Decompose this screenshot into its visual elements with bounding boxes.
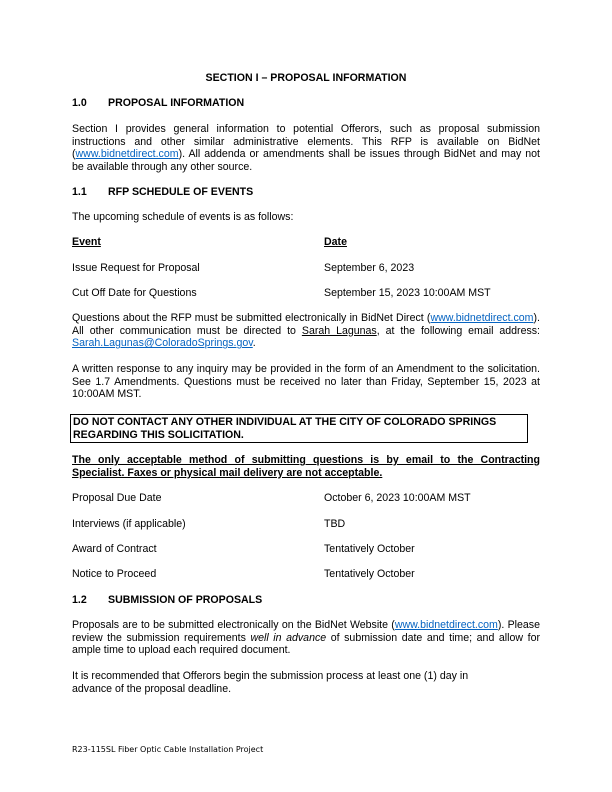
- event-column-header: Event: [72, 236, 101, 248]
- page-footer: R23-115SL Fiber Optic Cable Installation Project: [72, 745, 264, 754]
- submission-text-1: Proposals are to be submitted electronically on the BidNet Website (: [72, 619, 395, 631]
- event-cell: Notice to Proceed: [72, 568, 157, 580]
- date-cell: Tentatively October: [324, 543, 415, 555]
- submission-paragraph: [72, 619, 540, 657]
- event-cell: Cut Off Date for Questions: [72, 287, 197, 299]
- bidnet-link[interactable]: www.bidnetdirect.com: [430, 312, 534, 324]
- intro-text-1: Section I provides general information to potential Offerors, such as proposal submission instructions and other similar administrative elements. This RFP is available on BidNet (: [72, 123, 540, 161]
- date-cell: September 15, 2023 10:00AM MST: [324, 287, 491, 299]
- event-cell: Award of Contract: [72, 543, 157, 555]
- submission-text-3: of submission date and time; and allow for ample time to upload each required document.: [72, 631, 540, 657]
- event-cell: Issue Request for Proposal: [72, 262, 200, 274]
- date-column-header: Date: [324, 236, 347, 248]
- questions-text-1: Questions about the RFP must be submitted electronically in BidNet Direct (: [72, 312, 431, 324]
- heading-1-2: [72, 594, 540, 607]
- heading-title: RFP SCHEDULE OF EVENTS: [108, 186, 254, 198]
- recommend-paragraph: It is recommended that Offerors begin the submission process at least one (1) day in advance of the proposal deadline.: [72, 670, 469, 695]
- questions-text-2: ). All other communication must be directed to: [72, 312, 540, 337]
- bidnet-link[interactable]: www.bidnetdirect.com: [394, 619, 498, 631]
- heading-number: 1.0: [72, 97, 87, 109]
- heading-1-1: [72, 186, 540, 199]
- acceptable-method-notice: The only acceptable method of submitting questions is by email to the Contracting Specialist. Faxes or physical mail delivery are not acceptable.: [72, 454, 540, 479]
- questions-text-4: .: [252, 337, 256, 350]
- date-cell: October 6, 2023 10:00AM MST: [324, 492, 471, 504]
- date-cell: Tentatively October: [324, 568, 415, 580]
- schedule-intro: The upcoming schedule of events is as follows:: [72, 211, 294, 223]
- event-cell: Interviews (if applicable): [72, 518, 186, 530]
- questions-paragraph: [72, 312, 540, 350]
- date-cell: September 6, 2023: [324, 262, 415, 274]
- submission-text-2: ). Please review the submission requirements: [72, 619, 540, 644]
- section-title: SECTION I – PROPOSAL INFORMATION: [205, 72, 407, 84]
- intro-paragraph: [72, 123, 540, 173]
- heading-title: PROPOSAL INFORMATION: [108, 97, 245, 109]
- heading-title: SUBMISSION OF PROPOSALS: [108, 594, 263, 606]
- event-cell: Proposal Due Date: [72, 492, 162, 504]
- heading-number: 1.2: [72, 594, 87, 606]
- heading-number: 1.1: [72, 186, 87, 198]
- response-paragraph: A written response to any inquiry may be provided in the form of an Amendment to the solicitation. See 1.7 Amendments. Questions must be received no later than Friday, September 15, 2023 at 10:00AM MST.: [72, 363, 540, 401]
- email-link[interactable]: Sarah.Lagunas@ColoradoSprings.gov: [72, 337, 253, 350]
- bidnet-link[interactable]: www.bidnetdirect.com: [75, 148, 179, 161]
- date-cell: TBD: [324, 518, 346, 530]
- questions-text-3: , at the following email address:: [376, 324, 540, 337]
- contact-name: Sarah Lagunas: [301, 324, 377, 337]
- heading-1-0: [72, 97, 540, 110]
- warning-box: DO NOT CONTACT ANY OTHER INDIVIDUAL AT THE CITY OF COLORADO SPRINGS REGARDING THIS SOLICITATION.: [70, 414, 528, 443]
- emphasis-text: well in advance: [250, 631, 327, 644]
- intro-text-2: ). All addenda or amendments shall be issues through BidNet and may not be available through any other source.: [72, 148, 540, 173]
